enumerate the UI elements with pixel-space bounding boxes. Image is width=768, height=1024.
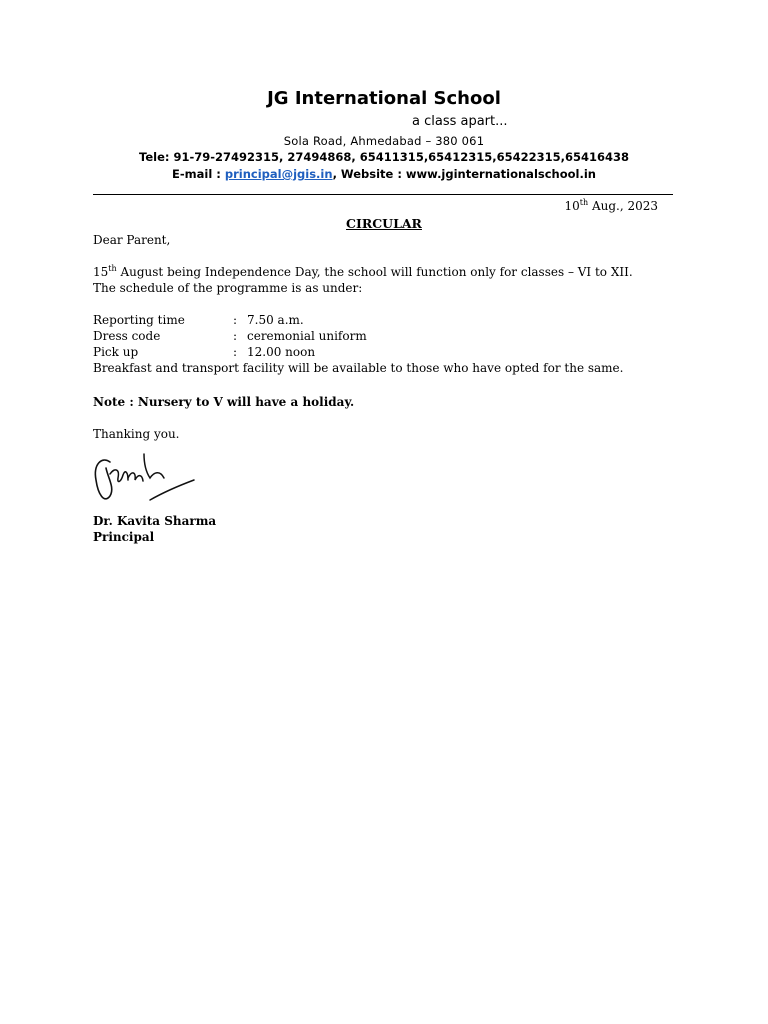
schedule-colon: : [233,345,238,359]
schedule-label: Pick up [93,345,139,359]
schedule-row [93,344,367,360]
schedule-value: 12.00 noon [247,345,316,359]
email-label: E-mail : [172,167,225,181]
announcement-day-suffix: th [108,264,117,273]
breakfast-transport-notice: Breakfast and transport facility will be available to those who have opted for the same. [93,361,624,375]
email-website-line [0,167,768,181]
announcement-line-2: The schedule of the programme is as under: [93,281,363,295]
schedule-label: Reporting time [93,313,185,327]
date-suffix: th [579,198,589,207]
circular-title: CIRCULAR [346,216,422,231]
announcement-paragraph [93,264,693,296]
schedule-value: ceremonial uniform [247,329,367,343]
signer-block [93,513,216,545]
announcement-line-1 [93,264,693,280]
thanking-line: Thanking you. [93,427,180,441]
school-address: Sola Road, Ahmedabad – 380 061 [283,134,485,148]
header-divider [93,194,673,195]
schedule-colon: : [233,313,238,327]
schedule-list [93,312,367,360]
school-name: JG International School [267,88,501,109]
announcement-line-1-rest: August being Independence Day, the school will function only for classes – VI to XII. [116,265,633,279]
schedule-colon: : [233,329,238,343]
schedule-row [93,312,367,328]
schedule-row [93,328,367,344]
principal-signature [88,448,200,512]
signer-title: Principal [93,530,155,544]
date-day: 10 [564,199,580,213]
announcement-day: 15 [93,265,109,279]
schedule-label: Dress code [93,329,161,343]
schedule-value: 7.50 a.m. [247,313,304,327]
website-text: , Website : www.jginternationalschool.in [332,167,596,181]
school-tagline: a class apart... [412,114,508,129]
school-telephone: Tele: 91-79-27492315, 27494868, 65411315,65412315,65422315,65416438 [139,150,629,164]
circular-date [564,198,658,213]
signer-name: Dr. Kavita Sharma [93,514,217,528]
email-link[interactable]: principal@jgis.in [224,167,333,181]
holiday-note: Note : Nursery to V will have a holiday. [93,395,355,409]
date-rest: Aug., 2023 [588,199,658,213]
greeting: Dear Parent, [93,233,171,247]
